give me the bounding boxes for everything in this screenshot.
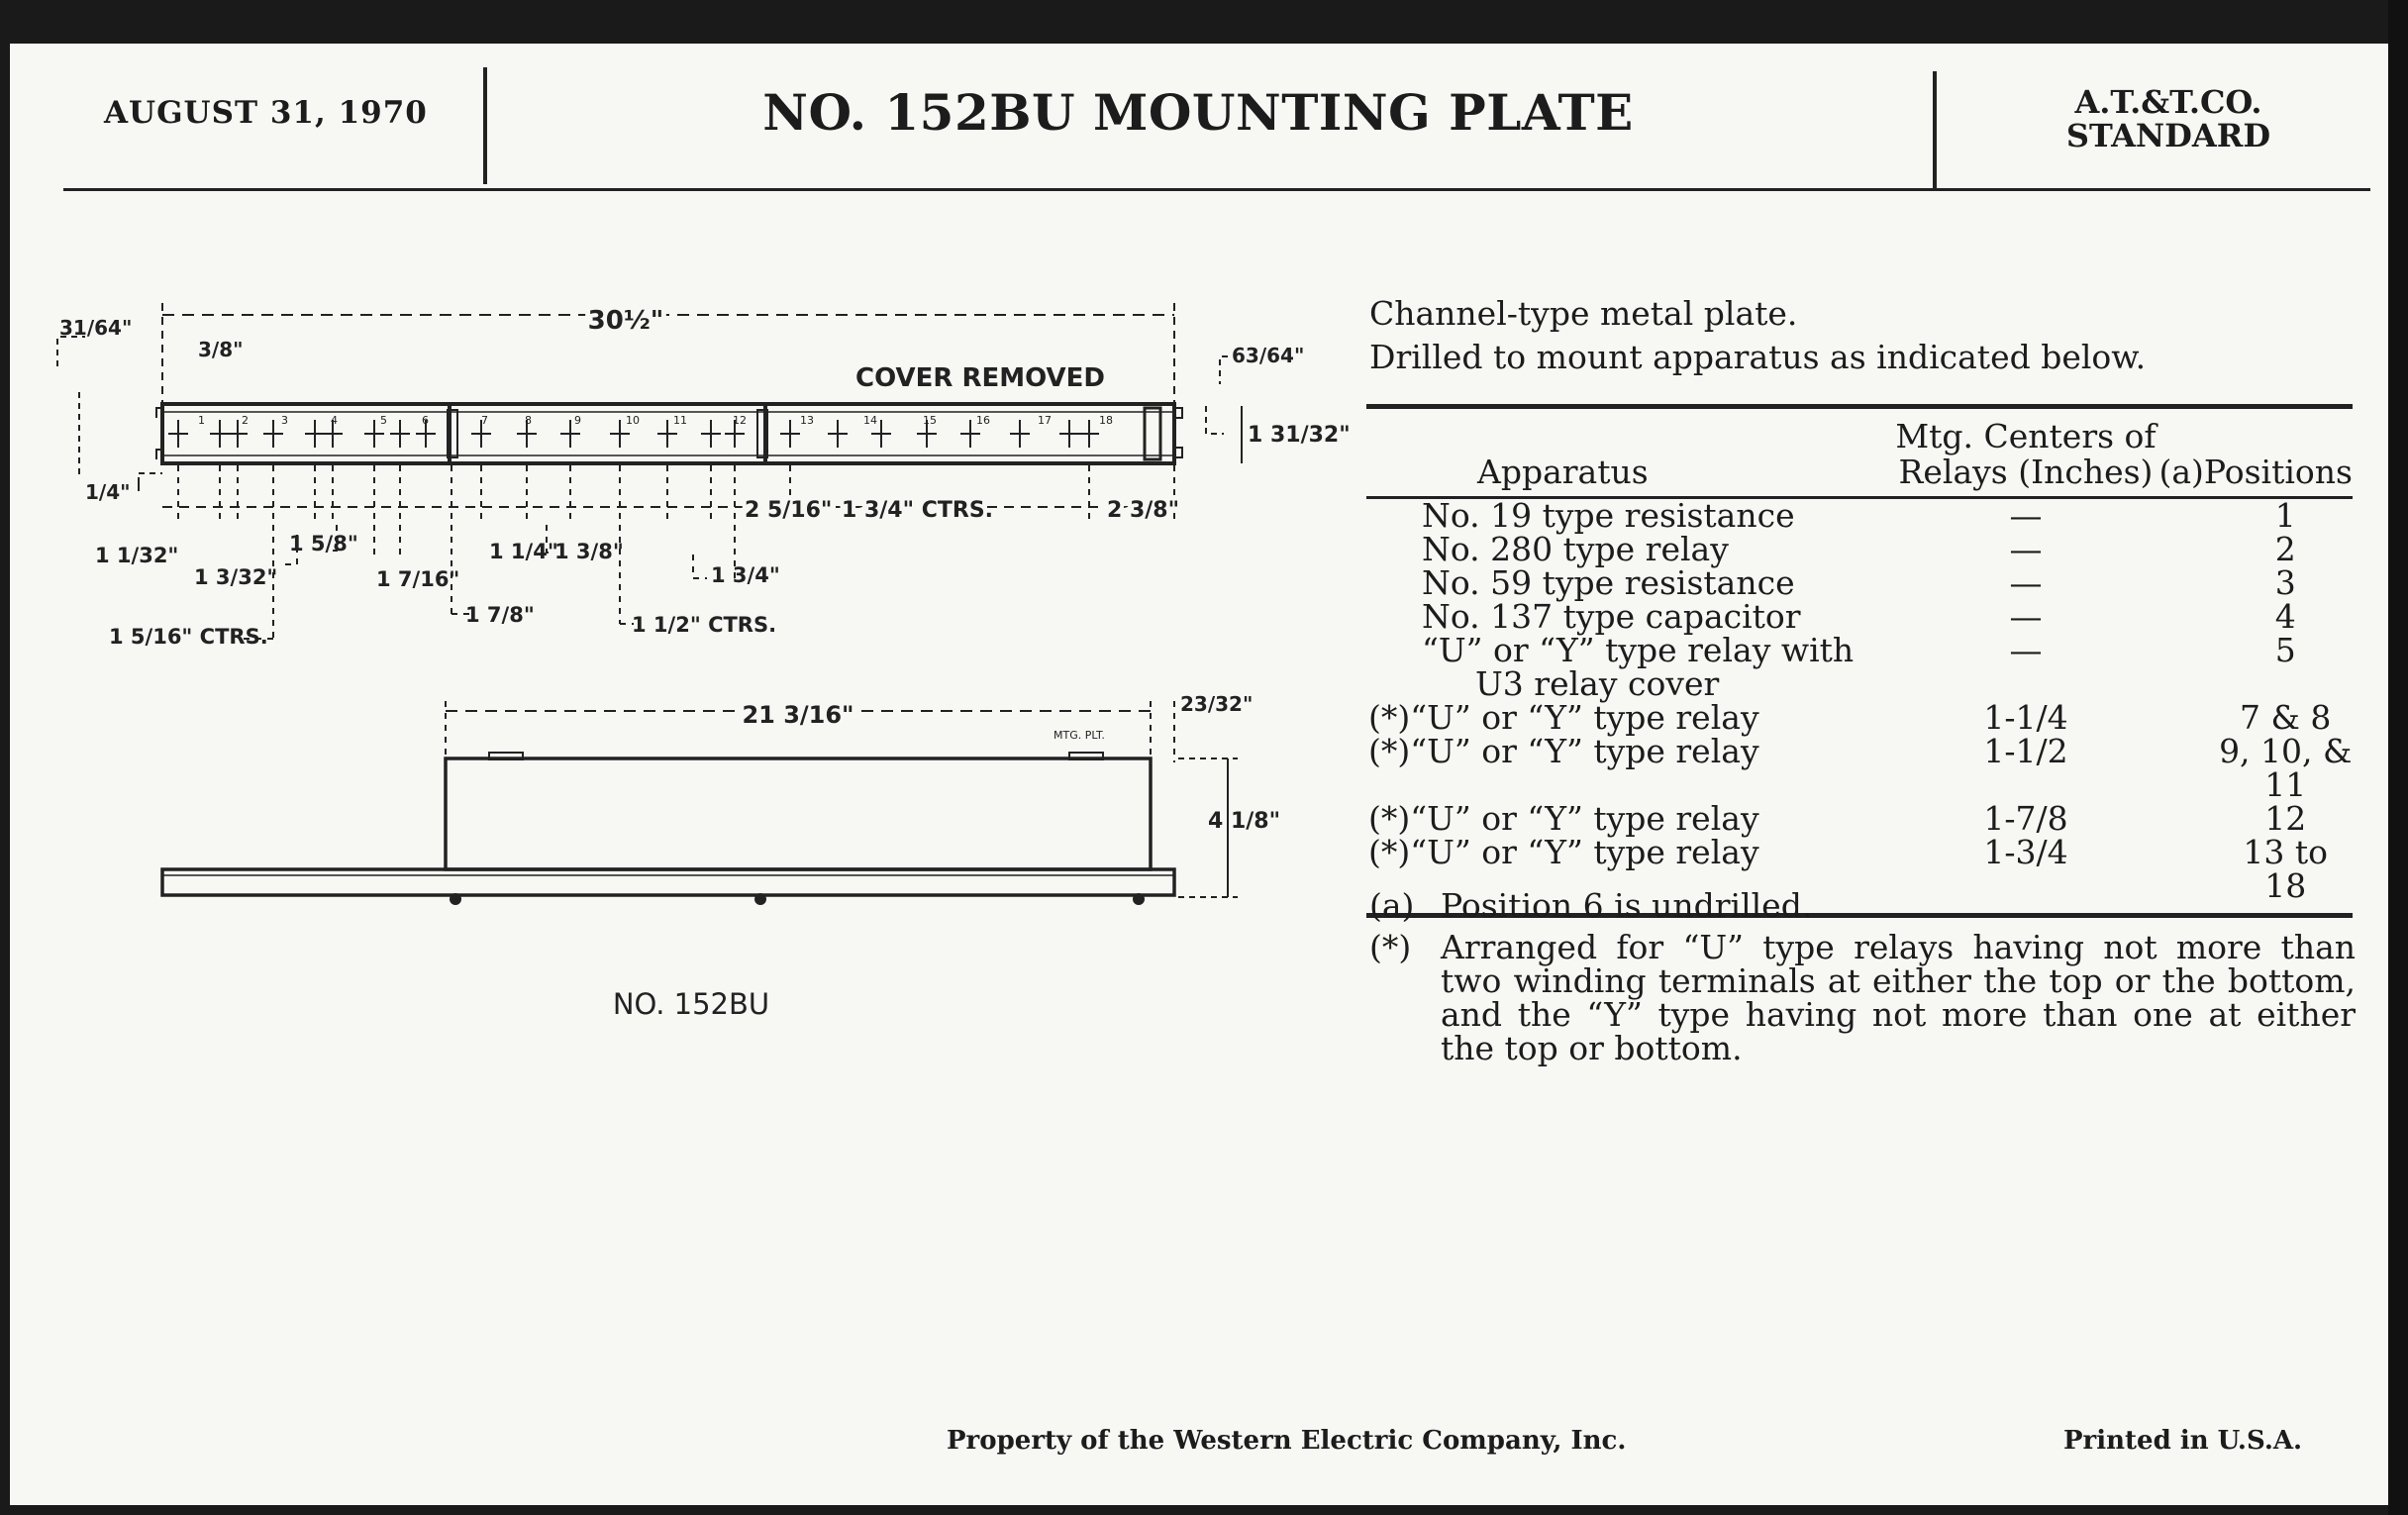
cell-mtg: —	[2009, 597, 2043, 636]
table-row	[1366, 667, 2353, 701]
position-numbers	[198, 414, 1113, 427]
dim-1-3-4-ctrs: 1 3/4" CTRS.	[842, 498, 994, 523]
position-number: 17	[1038, 414, 1052, 427]
dim-1-1-4: 1 1/4"	[489, 540, 558, 563]
note-text: Arranged for “U” type relays having not more than two winding terminals at either the top or the bottom, and the “Y” type having not more than one at either the top or bottom.	[1441, 928, 2356, 1067]
page-edge	[2388, 0, 2408, 1515]
position-number: 13	[800, 414, 814, 427]
position-number: 18	[1099, 414, 1113, 427]
table-row	[1366, 735, 2353, 802]
position-number: 8	[525, 414, 532, 427]
cell-apparatus: (*)“U” or “Y” type relay	[1368, 732, 1759, 770]
standard-mark	[1970, 85, 2366, 152]
note-mark: (a)	[1369, 886, 1415, 925]
cell-positions: 12	[2264, 799, 2307, 838]
document-date: AUGUST 31, 1970	[104, 95, 428, 131]
plate-drawing	[0, 0, 1351, 1089]
position-number: 4	[331, 414, 338, 427]
table-row	[1366, 498, 2353, 534]
apparatus-table	[1366, 404, 2353, 918]
cell-positions: 2	[2274, 530, 2296, 568]
end-offset-label: 3/8"	[198, 338, 244, 361]
side-length-label: 21 3/16"	[742, 701, 854, 729]
description	[1369, 292, 2146, 379]
dim-2-3-8: 2 3/8"	[1107, 498, 1180, 523]
note-mark: (*)	[1369, 928, 1412, 966]
cell-mtg: 1-3/4	[1983, 833, 2068, 871]
dim-1-1-32: 1 1/32"	[95, 544, 179, 567]
cell-positions: 4	[2274, 597, 2296, 636]
cell-apparatus: (*)“U” or “Y” type relay	[1368, 833, 1759, 871]
position-number: 5	[380, 414, 387, 427]
dim-1-7-8: 1 7/8"	[465, 603, 535, 627]
dim-1-3-8: 1 3/8"	[554, 540, 624, 563]
col-positions: (a)Positions	[2158, 453, 2353, 491]
right-gap-label: 63/64"	[1232, 344, 1305, 367]
position-number: 14	[863, 414, 877, 427]
plate-side-cover	[446, 758, 1151, 869]
cell-apparatus: No. 19 type resistance	[1422, 496, 1795, 535]
dim-1-5-8: 1 5/8"	[289, 532, 358, 556]
cell-apparatus: No. 137 type capacitor	[1422, 597, 1801, 636]
footer-property: Property of the Western Electric Company, Inc.	[947, 1426, 1627, 1456]
header-divider-right	[1933, 71, 1937, 188]
cell-positions: 9, 10, & 11	[2219, 732, 2353, 804]
table-row	[1366, 701, 2353, 735]
col-mtg-line-1: Mtg. Centers of	[1895, 417, 2157, 455]
dim-1-7-16: 1 7/16"	[376, 567, 460, 591]
cell-positions: 13 to 18	[2243, 833, 2329, 905]
cell-positions: 7 & 8	[2240, 698, 2332, 737]
cell-mtg: —	[2009, 631, 2043, 669]
cell-apparatus: No. 59 type resistance	[1422, 563, 1795, 602]
cell-mtg: 1-1/2	[1983, 732, 2068, 770]
dim-1-3-32: 1 3/32"	[194, 565, 278, 589]
drawing-caption: NO. 152BU	[612, 987, 770, 1021]
left-quarter-label: 1/4"	[85, 480, 131, 504]
cell-positions: 5	[2274, 631, 2296, 669]
position-number: 6	[422, 414, 429, 427]
position-number: 3	[281, 414, 288, 427]
right-height-label: 1 31/32"	[1248, 423, 1351, 448]
cell-apparatus: (*)“U” or “Y” type relay	[1368, 698, 1759, 737]
cell-positions: 1	[2274, 496, 2296, 535]
cell-positions: 3	[2274, 563, 2296, 602]
dim-1-5-16-ctrs: 1 5/16" CTRS.	[109, 625, 268, 649]
note-a	[1369, 886, 2356, 925]
cell-mtg: —	[2009, 530, 2043, 568]
cell-mtg: —	[2009, 496, 2043, 535]
position-number: 15	[923, 414, 937, 427]
description-line-2: Drilled to mount apparatus as indicated below.	[1369, 338, 2147, 376]
position-number: 1	[198, 414, 205, 427]
footer-printed: Printed in U.S.A.	[2063, 1426, 2303, 1456]
notes	[1369, 886, 2356, 1073]
table-row	[1366, 634, 2353, 667]
note-text: Position 6 is undrilled.	[1441, 886, 1813, 925]
depth-top-label: 31/64"	[59, 316, 133, 340]
plate-side-base	[162, 869, 1174, 895]
standard-line-2: STANDARD	[2065, 117, 2271, 154]
position-number: 10	[626, 414, 640, 427]
page-title: NO. 152BU MOUNTING PLATE	[762, 83, 1634, 142]
cover-removed-label: COVER REMOVED	[855, 363, 1105, 393]
dim-1-3-4: 1 3/4"	[711, 563, 780, 587]
table-row	[1366, 566, 2353, 600]
cell-mtg: —	[2009, 563, 2043, 602]
note-star	[1369, 928, 2356, 1067]
side-offset-label: 23/32"	[1180, 692, 1254, 716]
position-number: 12	[733, 414, 747, 427]
col-mtg-centers	[1892, 407, 2158, 498]
position-number: 16	[976, 414, 990, 427]
table-row	[1366, 802, 2353, 836]
cell-apparatus: U3 relay cover	[1475, 664, 1720, 703]
position-number: 9	[574, 414, 581, 427]
cell-mtg	[1892, 667, 2158, 701]
dim-1-1-2-ctrs: 1 1/2" CTRS.	[632, 613, 777, 637]
mtg-plt-label: MTG. PLT.	[1054, 729, 1105, 742]
table-row	[1366, 533, 2353, 566]
side-height-label: 4 1/8"	[1208, 809, 1281, 834]
position-number: 2	[242, 414, 249, 427]
table-row	[1366, 600, 2353, 634]
cell-mtg: 1-1/4	[1983, 698, 2068, 737]
cell-mtg: 1-7/8	[1983, 799, 2068, 838]
position-number: 7	[481, 414, 488, 427]
table-header-row	[1366, 407, 2353, 498]
cell-apparatus: No. 280 type relay	[1422, 530, 1729, 568]
col-mtg-line-2: Relays (Inches)	[1898, 453, 2154, 491]
overall-length-label: 30½"	[587, 306, 664, 336]
cell-apparatus: “U” or “Y” type relay with	[1422, 631, 1855, 669]
cell-apparatus: (*)“U” or “Y” type relay	[1368, 799, 1759, 838]
cell-positions	[2158, 667, 2353, 701]
col-apparatus: Apparatus	[1477, 453, 1649, 491]
description-line-1: Channel-type metal plate.	[1369, 294, 1798, 333]
standard-line-1: A.T.&T.CO.	[2074, 83, 2262, 121]
position-number: 11	[673, 414, 687, 427]
dim-2-5-16: 2 5/16"	[745, 498, 833, 523]
